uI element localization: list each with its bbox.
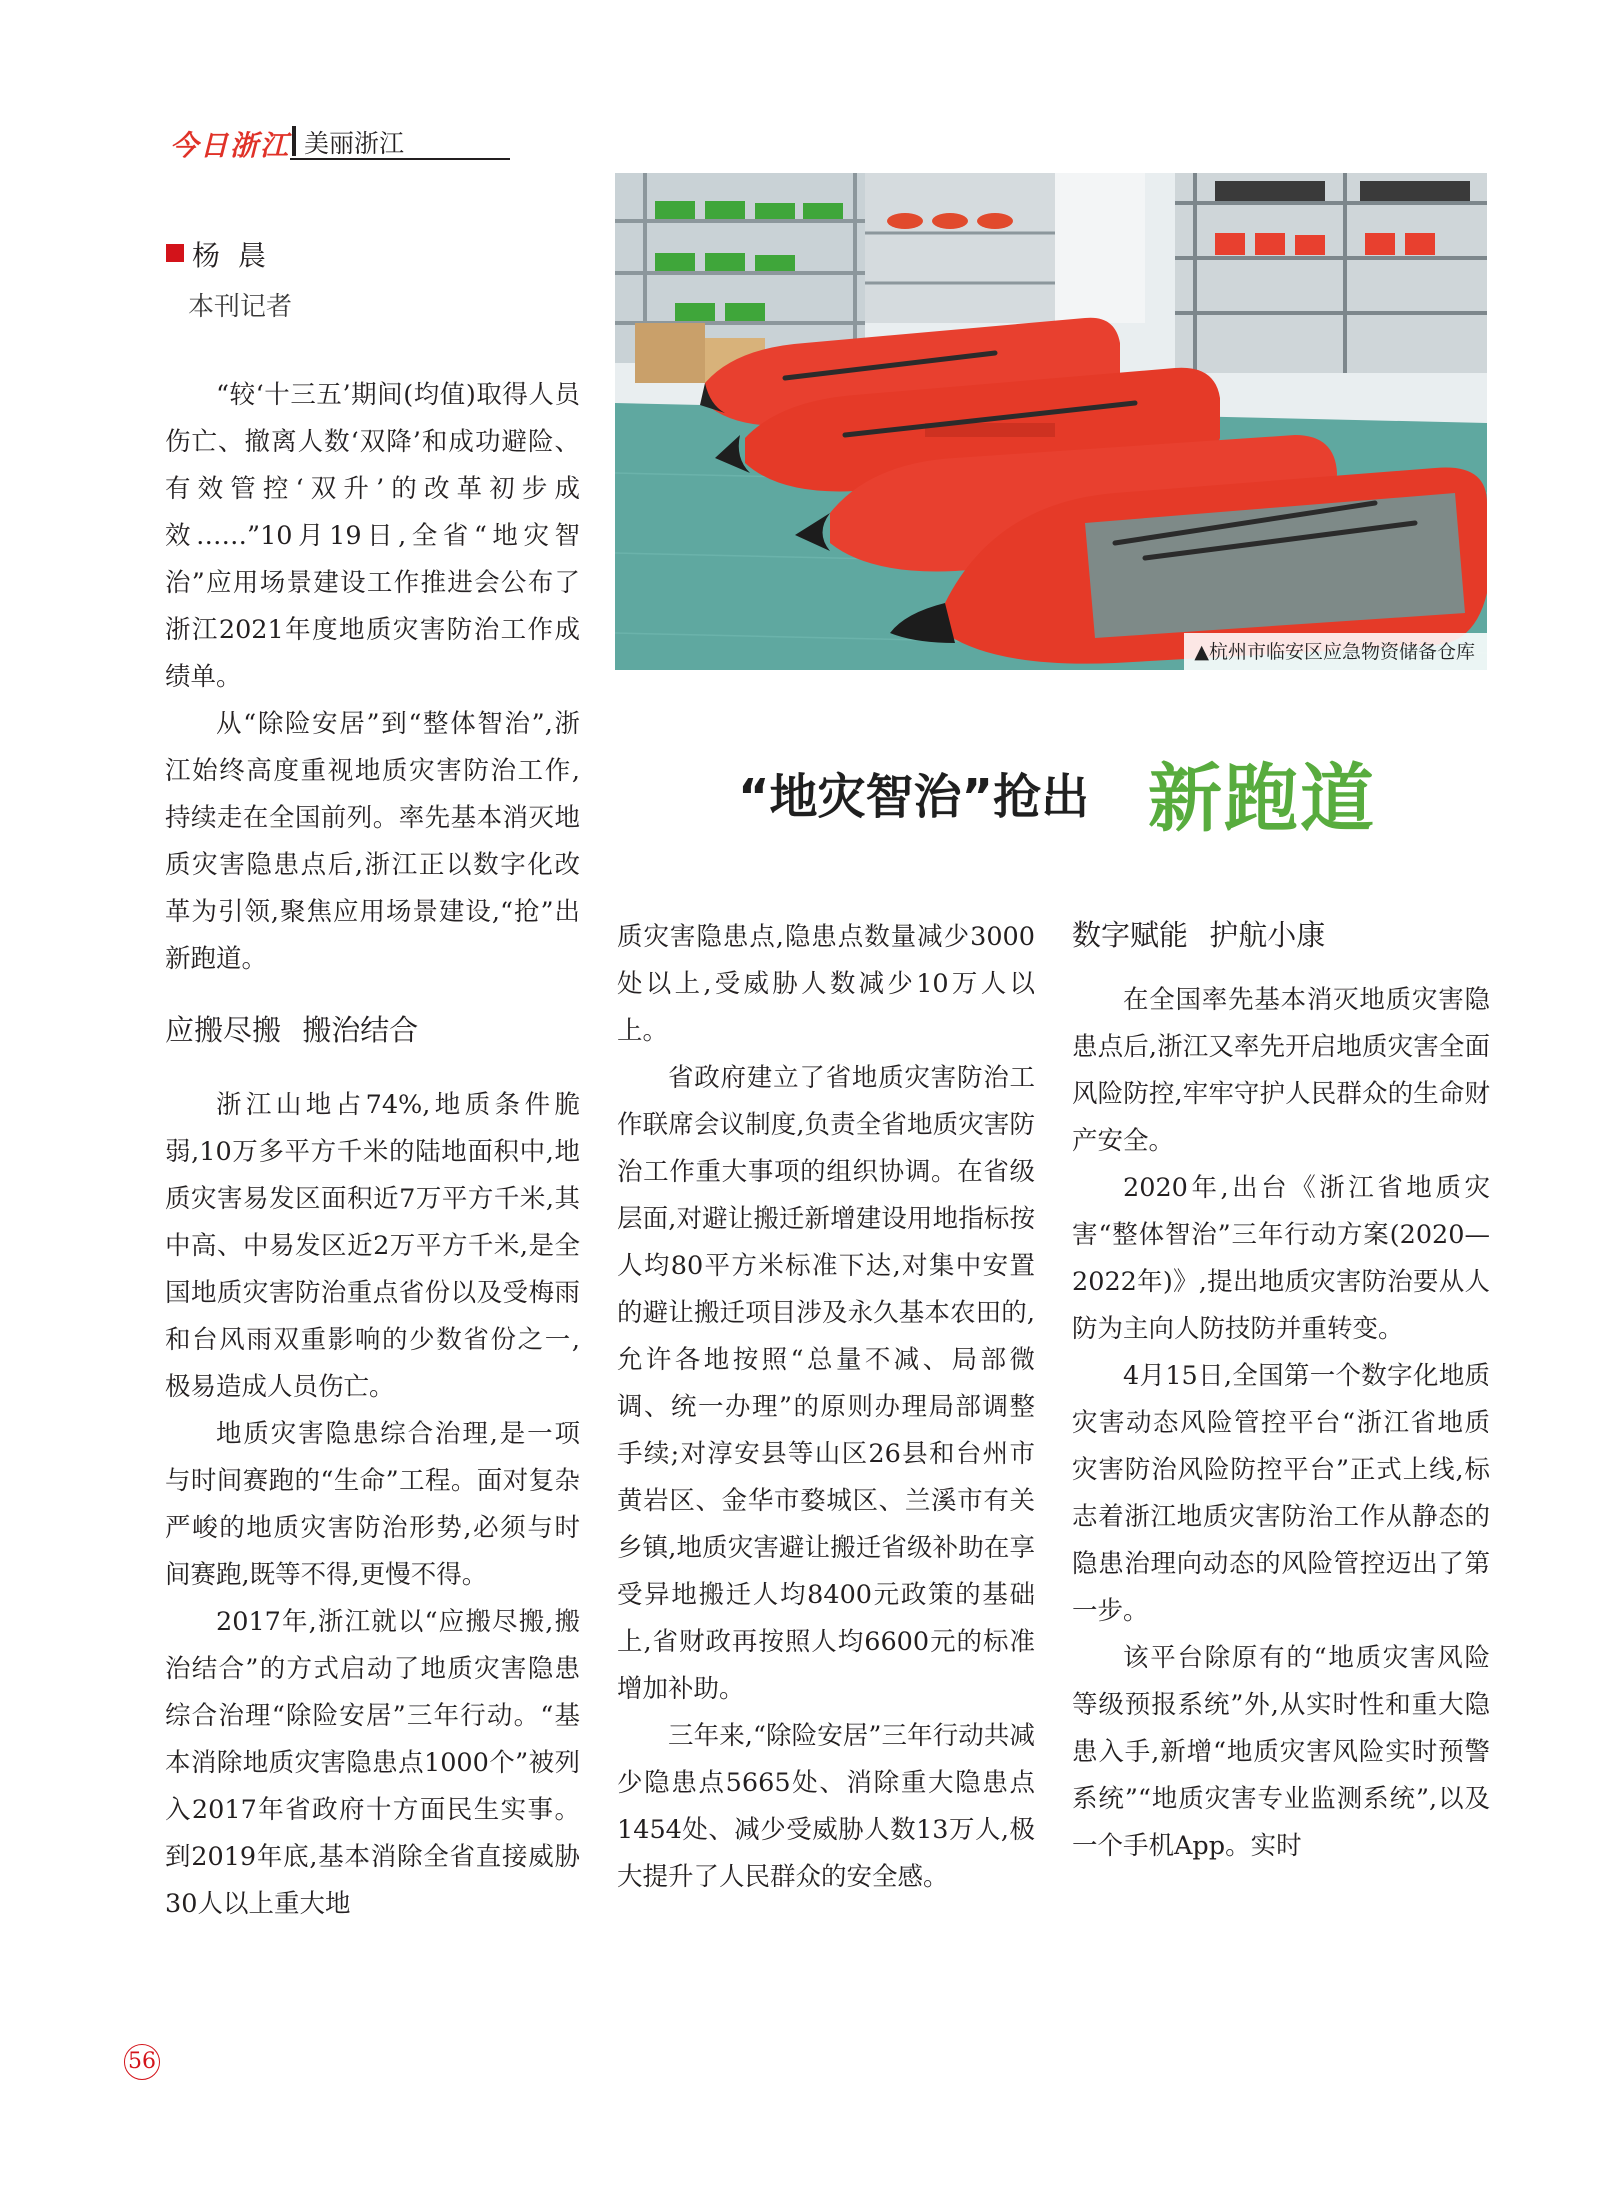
paragraph: 三年来,“除险安居”三年行动共减少隐患点5665处、消除重大隐患点1454处、减少受威胁人数13万人,极大提升了人民群众的安全感。 bbox=[617, 1721, 1035, 1892]
paragraph: 2017年,浙江就以“应搬尽搬,搬治结合”的方式启动了地质灾害隐患综合治理“除险安居”三年行动。“基本消除地质灾害隐患点1000个”被列入2017年省政府十方面民生实事。到2019年底,基本消除全省直接威胁30人以上重大地 bbox=[165, 1607, 580, 1919]
article-title: “地灾智治”抢出 bbox=[738, 769, 1090, 825]
column-1 bbox=[165, 372, 580, 1928]
article-title-accent: 新跑道 bbox=[1148, 756, 1376, 842]
page-number: 56 bbox=[124, 2044, 160, 2080]
paragraph: 2020年,出台《浙江省地质灾害“整体智治”三年行动方案(2020—2022年)》,提出地质灾害防治要从人防为主向人防技防并重转变。 bbox=[1072, 1173, 1490, 1344]
photo-caption: ▲杭州市临安区应急物资储备仓库 bbox=[1184, 633, 1487, 670]
header-divider bbox=[292, 126, 296, 156]
header-rule bbox=[290, 158, 510, 160]
magazine-logo: 今日浙江 bbox=[170, 129, 291, 162]
section-name: 美丽浙江 bbox=[304, 129, 405, 158]
paragraph: 从“除险安居”到“整体智治”,浙江始终高度重视地质灾害防治工作,持续走在全国前列。率先基本消灭地质灾害隐患点后,浙江正以数字化改革为引领,聚焦应用场景建设,“抢”出新跑道。 bbox=[165, 709, 580, 974]
paragraph: 质灾害隐患点,隐患点数量减少3000处以上,受威胁人数减少10万人以上。 bbox=[617, 922, 1035, 1046]
column-3 bbox=[1072, 914, 1490, 1870]
section-heading: 数字赋能 护航小康 bbox=[1072, 918, 1326, 952]
section-heading: 应搬尽搬 搬治结合 bbox=[165, 1013, 419, 1047]
paragraph: 该平台除原有的“地质灾害风险等级预报系统”外,从实时性和重大隐患入手,新增“地质灾害风险实时预警系统”“地质灾害专业监测系统”,以及一个手机App。实时 bbox=[1072, 1643, 1490, 1861]
author-marker bbox=[166, 244, 184, 262]
paragraph: 省政府建立了省地质灾害防治工作联席会议制度,负责全省地质灾害防治工作重大事项的组织协调。在省级层面,对避让搬迁新增建设用地指标按人均80平方米标准下达,对集中安置的避让搬迁项目涉及永久基本农田的,允许各地按照“总量不减、局部微调、统一办理”的原则办理局部调整手续;对淳安县等山区26县和台州市黄岩区、金华市婺城区、兰溪市有关乡镇,地质灾害避让搬迁省级补助在享受异地搬迁人均8400元政策的基础上,省财政再按照人均6600元的标准增加补助。 bbox=[617, 1063, 1035, 1704]
paragraph: 浙江山地占74%,地质条件脆弱,10万多平方千米的陆地面积中,地质灾害易发区面积近7万平方千米,其中高、中易发区近2万平方千米,是全国地质灾害防治重点省份以及受梅雨和台风雨双重影响的少数省份之一,极易造成人员伤亡。 bbox=[165, 1090, 580, 1402]
paragraph: 在全国率先基本消灭地质灾害隐患点后,浙江又率先开启地质灾害全面风险防控,牢牢守护人民群众的生命财产安全。 bbox=[1072, 985, 1490, 1156]
paragraph: 地质灾害隐患综合治理,是一项与时间赛跑的“生命”工程。面对复杂严峻的地质灾害防治形势,必须与时间赛跑,既等不得,更慢不得。 bbox=[165, 1419, 580, 1590]
author-name: 杨晨 bbox=[192, 239, 285, 272]
paragraph: 4月15日,全国第一个数字化地质灾害动态风险管控平台“浙江省地质灾害防治风险防控平台”正式上线,标志着浙江地质灾害防治工作从静态的隐患治理向动态的风险管控迈出了第一步。 bbox=[1072, 1361, 1490, 1626]
warehouse-illustration bbox=[615, 173, 1487, 670]
paragraph: “较‘十三五’期间(均值)取得人员伤亡、撤离人数‘双降’和成功避险、有效管控‘双升’的改革初步成效……”10月19日,全省“地灾智治”应用场景建设工作推进会公布了浙江2021年度地质灾害防治工作成绩单。 bbox=[165, 380, 580, 692]
column-2 bbox=[617, 914, 1035, 1901]
warehouse-photo bbox=[615, 173, 1487, 670]
author-role: 本刊记者 bbox=[188, 292, 293, 322]
